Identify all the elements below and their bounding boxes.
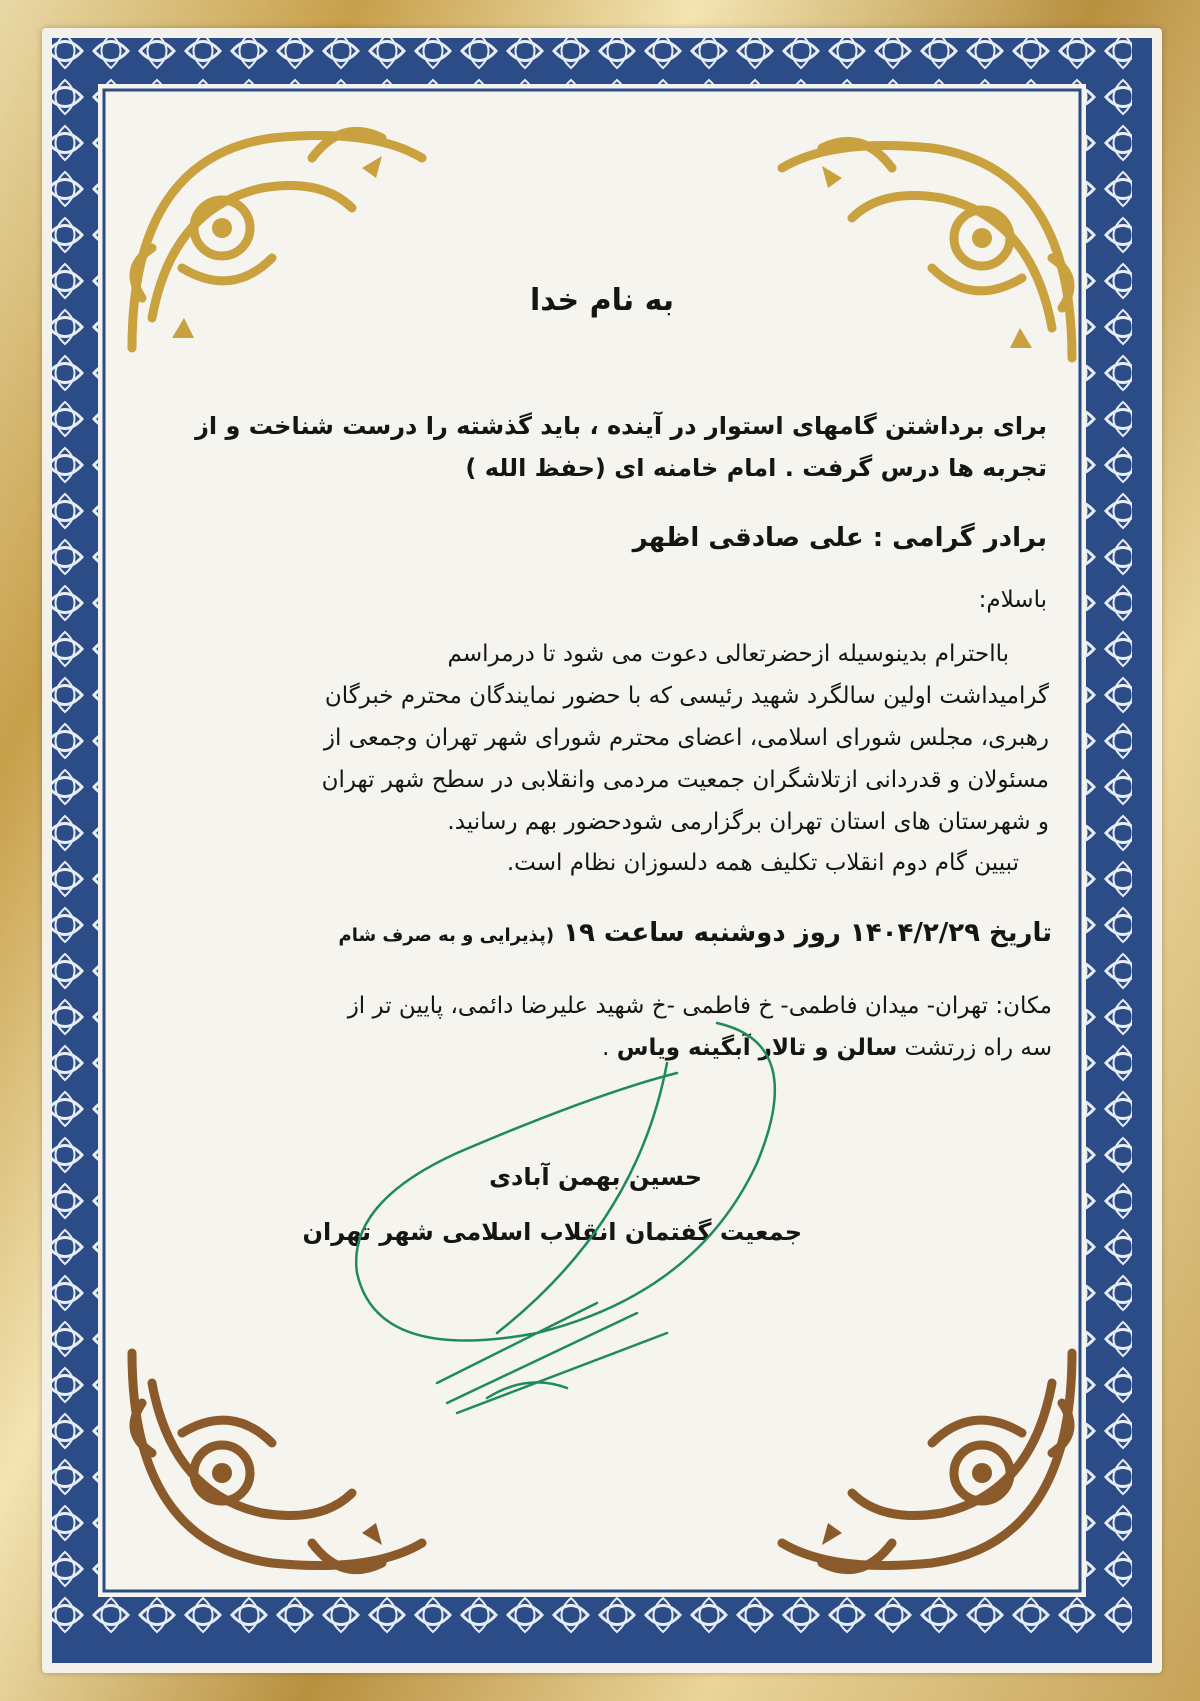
body-line-2: گرامیداشت اولین سالگرد شهید رئیسی که با حضور نمایندگان محترم خبرگان	[324, 683, 1049, 709]
quote-line-2: تجربه ها درس گرفت . امام خامنه ای (حفظ الله )	[465, 454, 1047, 482]
handwritten-signature	[337, 1003, 837, 1443]
date-note: (پذیرایی و به صرف شام	[338, 925, 555, 946]
quote	[187, 405, 1047, 489]
body-line-1: بااحترام بدینوسیله ازحضرتعالی دعوت می شود تا درمراسم	[447, 641, 1009, 667]
greeting: باسلام:	[978, 587, 1047, 613]
organization-name: جمعیت گفتمان انقلاب اسلامی شهر تهران	[302, 1218, 802, 1246]
heading: به نام خدا	[529, 283, 675, 318]
body-line-5: و شهرستان های استان تهران برگزارمی شودحضور بهم رسانید.	[447, 809, 1049, 835]
signer-name: حسین بهمن آبادی	[489, 1163, 702, 1191]
letter-content	[137, 123, 1067, 1583]
date-main: تاریخ ۱۴۰۴/۲/۲۹ روز دوشنبه ساعت ۱۹	[563, 918, 1052, 948]
place-line-2-bold: سالن و تالار آبگینه ویاس	[616, 1035, 898, 1061]
place-line-1: مکان: تهران- میدان فاطمی- خ فاطمی -خ شهید علیرضا دائمی، پایین تر از	[347, 993, 1052, 1019]
body-line-4: مسئولان و قدردانی ازتلاشگران جمعیت مردمی وانقلابی در سطح شهر تهران	[321, 767, 1049, 793]
explanation: تبیین گام دوم انقلاب تکلیف همه دلسوزان نظام است.	[506, 850, 1019, 876]
date-line	[339, 918, 1053, 948]
invitation-card	[42, 28, 1162, 1673]
quote-line-1: برای برداشتن گامهای استوار در آینده ، باید گذشته را درست شناخت و از	[195, 412, 1047, 440]
body-line-3: رهبری، مجلس شورای اسلامی، اعضای محترم شورای شهر تهران وجمعی از	[323, 725, 1049, 751]
place-line-2-regular: سه راه زرتشت	[904, 1035, 1052, 1061]
body-paragraph	[169, 633, 1049, 843]
recipient: برادر گرامی : علی صادقی اظهر	[632, 523, 1047, 553]
place-line-2-end: .	[602, 1035, 610, 1061]
